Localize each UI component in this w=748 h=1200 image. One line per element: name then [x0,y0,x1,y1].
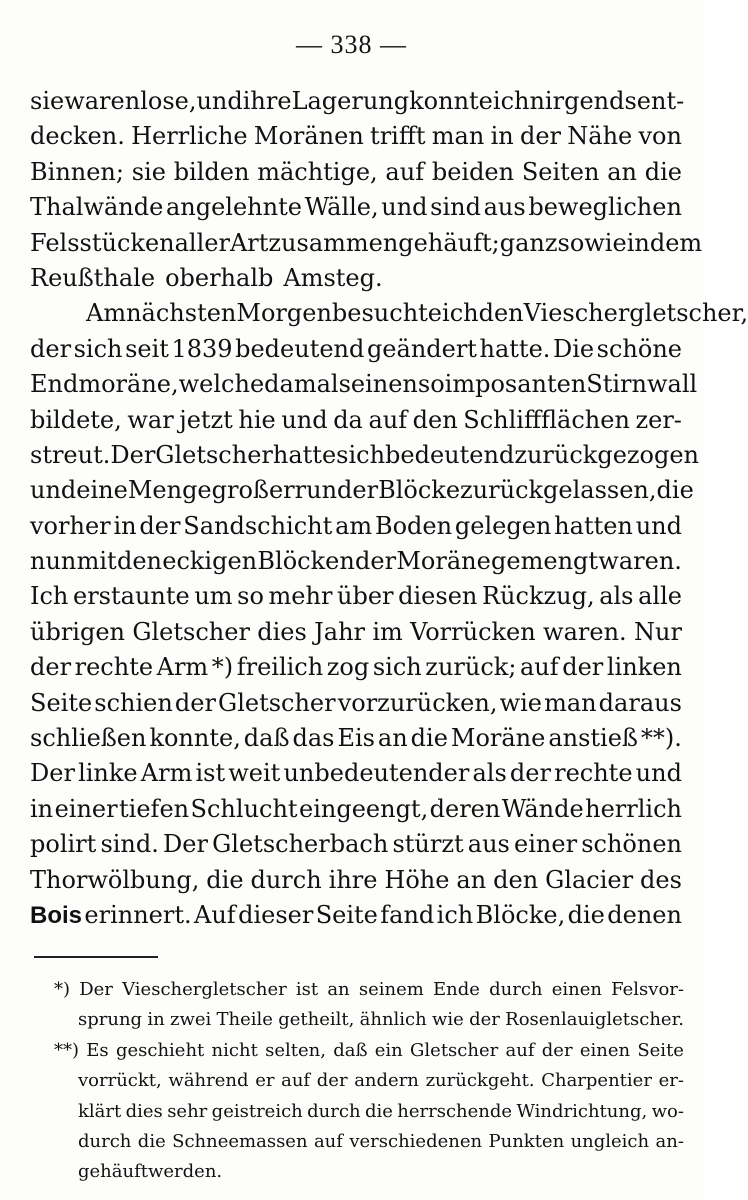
text-line: schließen konnte, daß das Eis an die Moräne anstieß **). [30,724,682,753]
footnote-line: **) Es geschieht nicht selten, daß ein Gletscher auf der einen Seite [54,1039,684,1061]
text-line: nun mit den eckigen Blöcken der Moräne gemengt waren. [30,547,682,576]
text-line: sie waren lose, und ihre Lagerung konnte ich nirgends ent- [30,87,685,115]
text-line: Felsstücken aller Art zusammengehäuft; ganz so wie in dem [30,228,703,257]
footnote-rule [34,956,158,958]
main-text [30,84,748,933]
footnote-line: klärt dies sehr geistreich durch die herrschende Windrichtung, wo- [78,1100,684,1122]
text-line: vorher in der Sandschicht am Boden gelegen hatten und [30,511,682,540]
page-number: — 338 — [296,30,407,59]
footnote-line: vorrückt, während er auf der andern zurückgeht. Charpentier er- [78,1070,684,1092]
text-line: Thorwölbung, die durch ihre Höhe an den Glacier des [30,865,682,894]
text-line: polirt sind. Der Gletscherbach stürzt aus einer schönen [30,830,682,859]
text-line: Ich erstaunte um so mehr über diesen Rückzug, als alle [30,582,682,611]
footnote-line: durch die Schneemassen auf verschiedenen Punkten ungleich an- [78,1130,684,1152]
text-line: Thalwände angelehnte Wälle, und sind aus beweglichen [30,193,682,222]
footnotes [54,975,684,1188]
glacier-name: Bois [30,901,83,929]
footnote-line: sprung in zwei Theile getheilt, ähnlich wie der Rosenlauigletscher. [78,1009,684,1031]
text-line: Endmoräne, welche damals einen so imposanten Stirnwall [30,370,698,399]
text-line: streut. Der Gletscher hatte sich bedeutend zurückgezogen [30,440,700,469]
text-line: bildete, war jetzt hie und da auf den Schliffflächen zer- [30,405,682,434]
text-line: Reußthale oberhalb Amsteg. [30,263,383,292]
text-line: in einer tiefen Schlucht eingeengt, deren Wände herrlich [30,794,682,823]
text-line: und eine Menge großer runder Blöcke zurückgelassen, die [30,476,694,505]
text-line: übrigen Gletscher dies Jahr im Vorrücken waren. Nur [30,617,682,646]
text-line: Binnen; sie bilden mächtige, auf beiden Seiten an die [30,157,682,186]
text-line: der sich seit 1839 bedeutend geändert hatte. Die schöne [30,334,682,363]
footnote-line: *) Der Vieschergletscher ist an seinem Ende durch einen Felsvor- [54,979,684,1000]
text-line: Bois erinnert. Auf dieser Seite fand ich Blöcke, die denen [30,898,682,933]
text-line: Am nächsten Morgen besuchte ich den Vieschergletscher, [86,299,748,328]
text-line: decken. Herrliche Moränen trifft man in der Nähe von [30,122,682,151]
text-line: Seite schien der Gletscher vorzurücken, wie man daraus [30,688,682,717]
text-line: der rechte Arm *) freilich zog sich zurück; auf der linken [30,653,682,682]
text-line: Der linke Arm ist weit unbedeutender als der rechte und [30,759,682,788]
footnote-line: gehäuft werden. [78,1161,223,1183]
